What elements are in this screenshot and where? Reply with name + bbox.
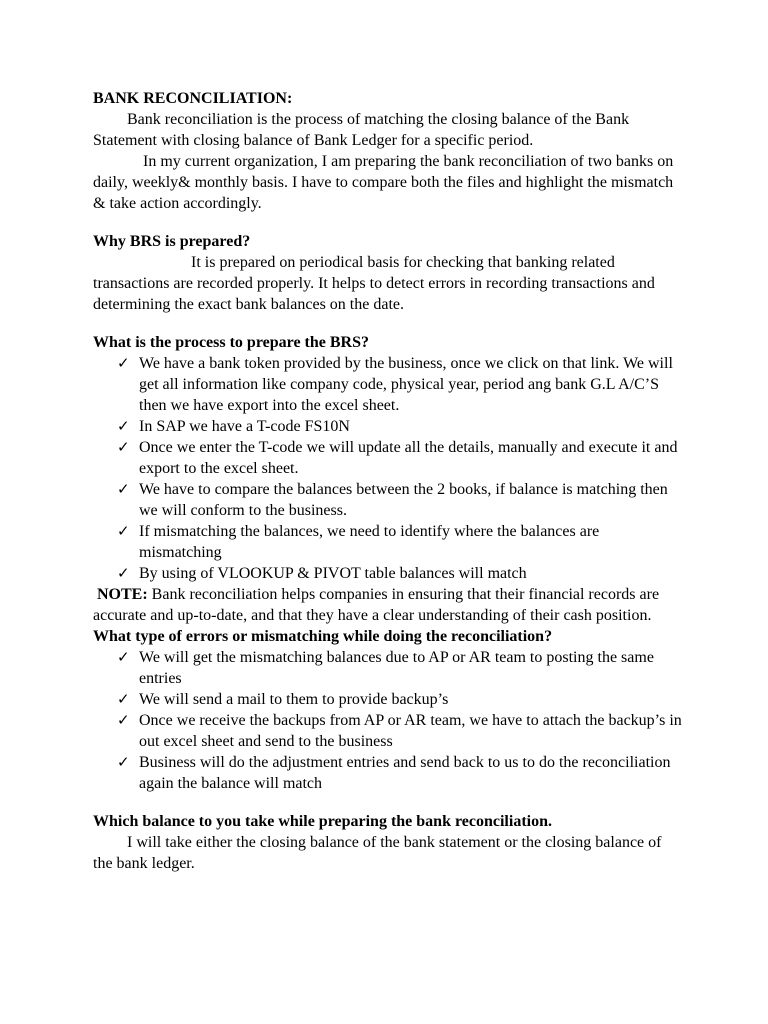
list-item-text: Once we enter the T-code we will update all the details, manually and execute it and export to the excel sheet.: [139, 439, 678, 477]
list-item: [93, 710, 683, 752]
list-item-text: Business will do the adjustment entries and send back to us to do the reconciliation again the balance will match: [139, 754, 671, 792]
list-item: [93, 479, 683, 521]
list-item-text: We have a bank token provided by the business, once we click on that link. We will get all information like company code, physical year, period ang bank G.L A/C’S then we have export into the excel sheet.: [139, 355, 673, 414]
check-mark-icon: ✓: [117, 354, 130, 372]
check-mark-icon: ✓: [117, 480, 130, 498]
list-item-text: We have to compare the balances between the 2 books, if balance is matching then we will conform to the business.: [139, 481, 668, 519]
process-heading: What is the process to prepare the BRS?: [93, 334, 369, 351]
list-item: [93, 752, 683, 794]
list-item-text: In SAP we have a T-code FS10N: [139, 418, 350, 435]
why-brs-heading: Why BRS is prepared?: [93, 233, 251, 250]
check-mark-icon: ✓: [117, 564, 130, 582]
list-item-text: We will send a mail to them to provide backup’s: [139, 691, 449, 708]
list-item-text: We will get the mismatching balances due to AP or AR team to posting the same entries: [139, 649, 654, 687]
intro-paragraph-1: Bank reconciliation is the process of matching the closing balance of the Bank Statement with closing balance of Bank Ledger for a specific period.: [93, 111, 630, 149]
list-item-text: By using of VLOOKUP & PIVOT table balances will match: [139, 565, 527, 582]
intro-paragraph-2: In my current organization, I am preparing the bank reconciliation of two banks on daily, weekly& monthly basis. I have to compare both the files and highlight the mismatch & take action accordingly.: [93, 153, 674, 212]
check-mark-icon: ✓: [117, 711, 130, 729]
check-mark-icon: ✓: [117, 690, 130, 708]
note-paragraph: [93, 584, 683, 626]
document-title: BANK RECONCILIATION:: [93, 90, 293, 107]
check-mark-icon: ✓: [117, 753, 130, 771]
errors-list: [93, 647, 683, 794]
process-list: [93, 353, 683, 584]
why-brs-paragraph: It is prepared on periodical basis for checking that banking related transactions are recorded properly. It helps to detect errors in recording transactions and determining the exact bank balances on the date.: [93, 254, 655, 313]
list-item: [93, 353, 683, 416]
list-item-text: If mismatching the balances, we need to identify where the balances are mismatching: [139, 523, 600, 561]
list-item: [93, 689, 683, 710]
errors-heading: What type of errors or mismatching while doing the reconciliation?: [93, 628, 553, 645]
note-text: Bank reconciliation helps companies in ensuring that their financial records are accurate and up-to-date, and that they have a clear understanding of their cash position.: [93, 586, 660, 624]
list-item: [93, 521, 683, 563]
which-balance-heading: Which balance to you take while preparing the bank reconciliation.: [93, 813, 552, 830]
list-item-text: Once we receive the backups from AP or AR team, we have to attach the backup’s in out excel sheet and send to the business: [139, 712, 682, 750]
check-mark-icon: ✓: [117, 417, 130, 435]
note-label: NOTE:: [97, 586, 148, 603]
check-mark-icon: ✓: [117, 648, 130, 666]
which-balance-paragraph: I will take either the closing balance of the bank statement or the closing balance of the bank ledger.: [93, 834, 662, 872]
list-item: [93, 563, 683, 584]
document-body: [93, 88, 683, 874]
list-item: [93, 437, 683, 479]
check-mark-icon: ✓: [117, 438, 130, 456]
check-mark-icon: ✓: [117, 522, 130, 540]
list-item: [93, 416, 683, 437]
list-item: [93, 647, 683, 689]
